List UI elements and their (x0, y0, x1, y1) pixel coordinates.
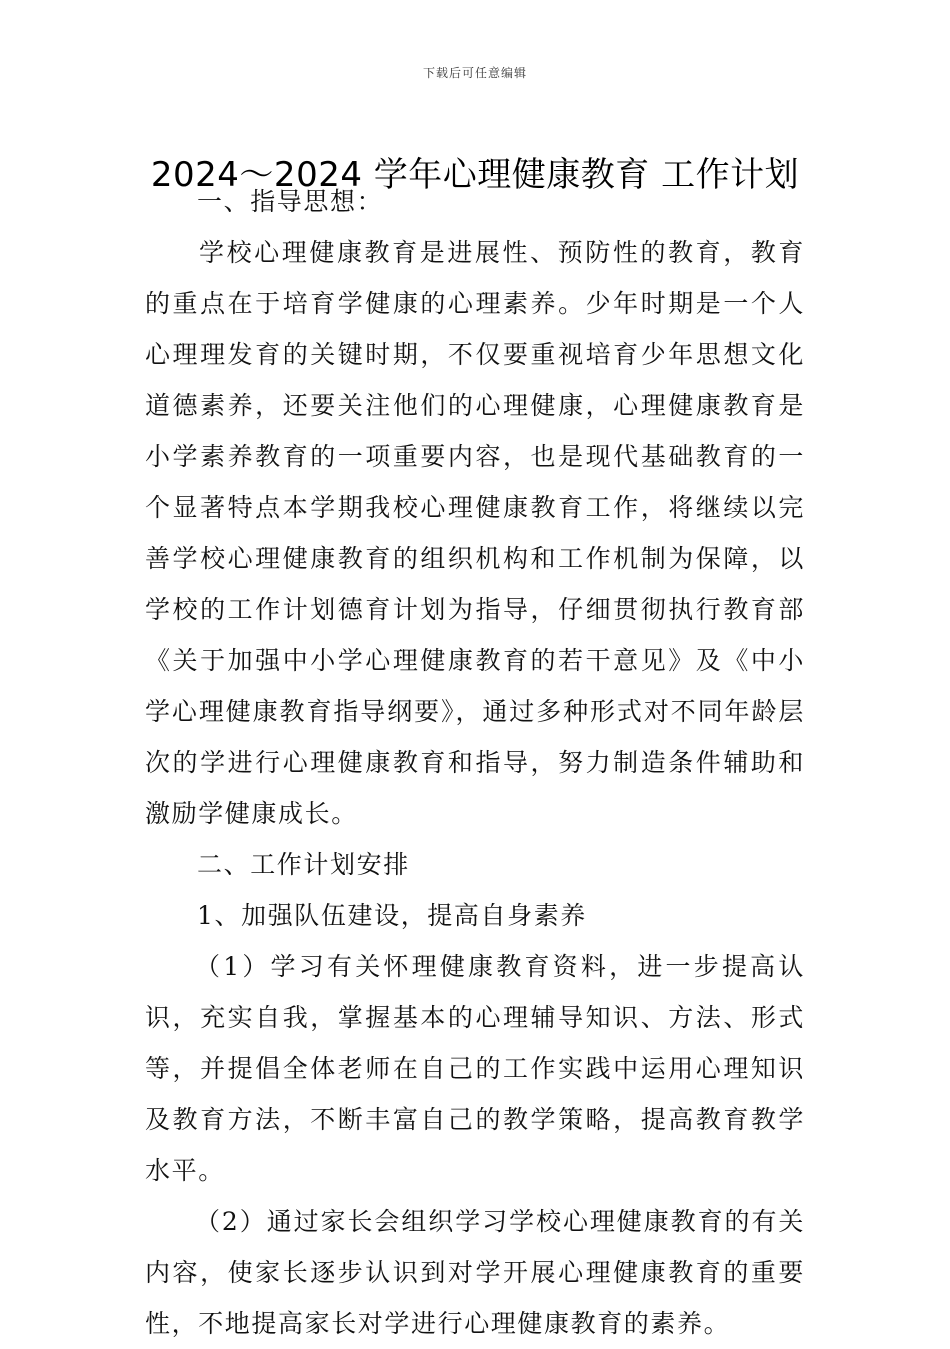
section-heading-guiding-ideology: 一、指导思想： (197, 187, 384, 216)
section-heading-work-plan: 二、工作计划安排 (197, 850, 410, 879)
document-title: 2024～2024 学年心理健康教育 工作计划 (150, 154, 800, 195)
work-plan-item-2: （2）通过家长会组织学习学校心理健康教育的有关内容，使家长逐步认识到对学开展心理健康教育的重要性，不地提高家长对学进行心理健康教育的素养。 (145, 1207, 805, 1338)
guiding-ideology-paragraph: 学校心理健康教育是进展性、预防性的教育，教育的重点在于培育学健康的心理素养。少年时期是一个人心理理发育的关键时期，不仅要重视培育少年思想文化道德素养，还要关注他们的心理健康，心理健康教育是小学素养教育的一项重要内容，也是现代基础教育的一个显著特点本学期我校心理健康教育工作，将继续以完善学校心理健康教育的组织机构和工作机制为保障，以学校的工作计划德育计划为指导，仔细贯彻执行教育部《关于加强中小学心理健康教育的若干意见》及《中小学心理健康教育指导纲要》，通过多种形式对不同年龄层次的学进行心理健康教育和指导，努力制造条件辅助和激励学健康成长。 (145, 238, 805, 828)
document-body (145, 176, 805, 1349)
header-note: 下载后可任意编辑 (422, 66, 527, 80)
work-plan-item-1: （1）学习有关怀理健康教育资料，进一步提高认识，充实自我，掌握基本的心理辅导知识、方法、形式等，并提倡全体老师在自己的工作实践中运用心理知识及教育方法，不断丰富自己的教学策略，提高教育教学水平。 (145, 952, 805, 1185)
subsection-heading-team-building: 1、加强队伍建设，提高自身素养 (197, 901, 587, 930)
